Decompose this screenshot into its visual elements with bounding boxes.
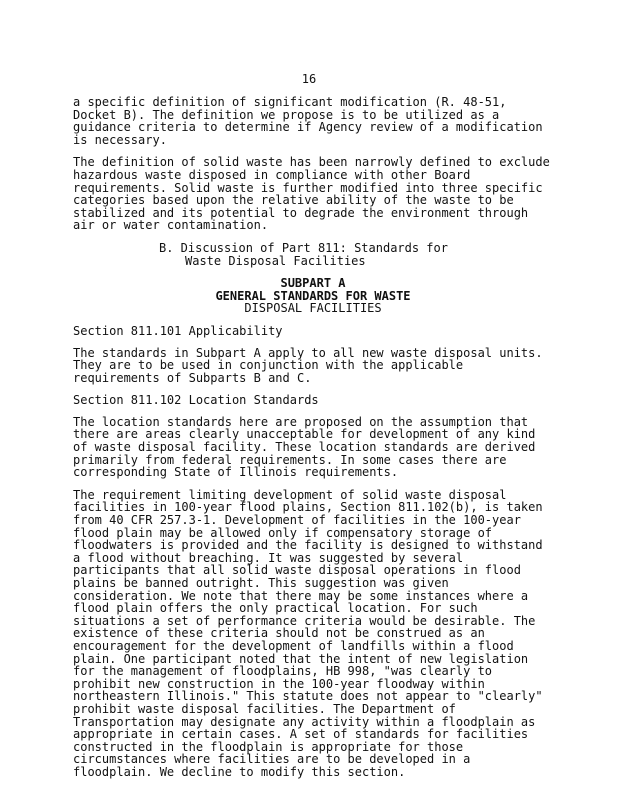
paragraph: a specific definition of significant modification (R. 48-51, Docket B). The definition we propose is to be utilized as a guidance criteria to determine if Agency review of a modification is necessary. bbox=[73, 95, 543, 147]
section-b-heading-line2: Waste Disposal Facilities bbox=[185, 253, 366, 268]
section-text: The requirement limiting development of solid waste disposal facilities in 100-year flood plains, Section 811.102(b), is taken from 40 CFR 257.3-1. Development of facilities in the 100-year flood plain may be allowed only if compensatory storage of floodwaters is provided and the facility is designed to withstand a flood without breaching. It was suggested by several participants that all solid waste disposal operations in flood plains be banned outright. This suggestion was given consideration. We note that there may be some instances where a flood plain offers the only practical location. For such situations a set of performance criteria would be desirable. The existence of these criteria should not be construed as an encouragement for the development of landfills within a flood plain. One participant noted that the intent of new legislation for the management of floodplains, HB 998, "was clearly to prohibit new construction in the 100-year floodway within northeastern Illinois." This statute does not appear to "clearly" prohibit waste disposal facilities. The Department of Transportation may designate any activity within a floodplain as appropriate in certain cases. A set of standards for facilities constructed in the floodplain is appropriate for those circumstances where facilities are to be developed in a floodplain. We decline to modify this section. bbox=[73, 487, 543, 779]
subpart-title: SUBPART A bbox=[280, 276, 346, 291]
section-text: The standards in Subpart A apply to all new waste disposal units. They are to be used in conjunction with the applicable requirements of Subparts B and C. bbox=[73, 345, 543, 385]
document-body bbox=[73, 96, 553, 789]
subpart-subtitle-cont: DISPOSAL FACILITIES bbox=[244, 301, 382, 316]
section-heading: Section 811.102 Location Standards bbox=[73, 393, 319, 408]
section-heading: Section 811.101 Applicability bbox=[73, 323, 283, 338]
section-text: The location standards here are proposed on the assumption that there are areas clearly unacceptable for development of any kind of waste disposal facility. These location standards are derived primarily from federal requirements. In some cases there are corresponding State of Illinois requirements. bbox=[73, 414, 536, 480]
page-number: 16 bbox=[301, 72, 317, 86]
section-b-heading bbox=[159, 242, 553, 267]
subpart-subtitle: GENERAL STANDARDS FOR WASTE bbox=[215, 288, 411, 303]
subpart-heading bbox=[73, 277, 553, 315]
paragraph: The definition of solid waste has been narrowly defined to exclude hazardous waste disposed in compliance with other Board requirements. Solid waste is further modified into three specific categories based upon the relative ability of the waste to be stabilized and its potential to degrade the environment through air or water contamination. bbox=[73, 155, 550, 233]
section-b-heading-line1: B. Discussion of Part 811: Standards for bbox=[159, 240, 448, 255]
